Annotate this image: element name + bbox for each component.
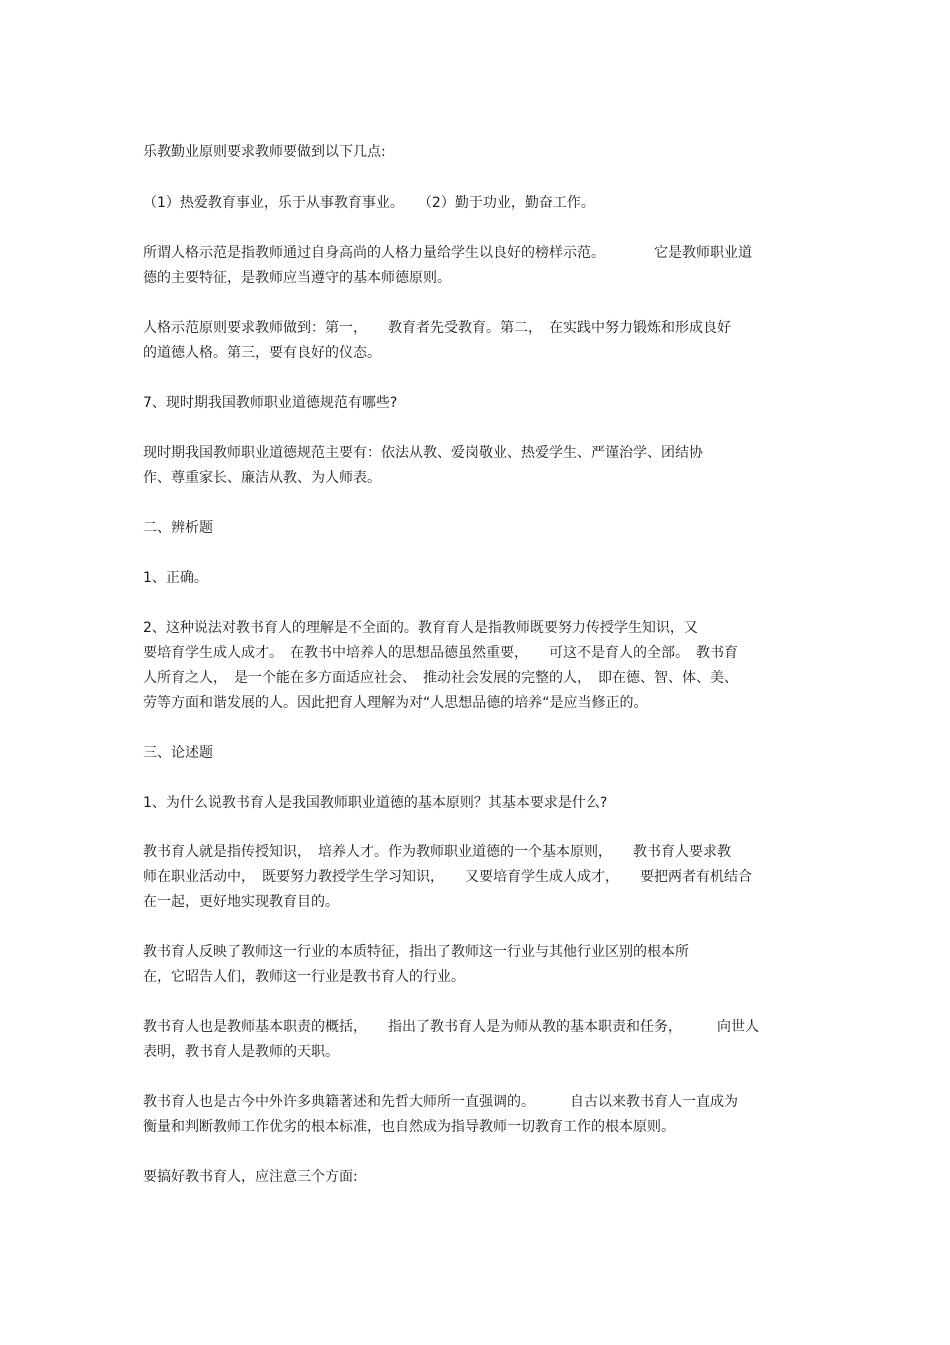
text-line: 1、正确。: [143, 570, 208, 586]
text-line: 三、论述题: [143, 745, 213, 761]
text-line: 2、这种说法对教书育人的理解是不全面的。教育育人是指教师既要努力传授学生知识，又: [143, 620, 698, 636]
text-line: 劳等方面和谐发展的人。因此把育人理解为对“人思想品德的培养“是应当修正的。: [143, 695, 648, 711]
text-line: 作、尊重家长、廉洁从教、为人师表。: [143, 470, 381, 486]
text-line: 教书育人就是指传授知识， 培养人才。作为教师职业道德的一个基本原则， 教书育人要求教: [143, 844, 731, 860]
text-line: 德的主要特征，是教师应当遵守的基本师德原则。: [143, 270, 451, 286]
text-line: 在一起，更好地实现教育目的。: [143, 894, 339, 910]
text-line: 衡量和判断教师工作优劣的根本标准，也自然成为指导教师一切教育工作的根本原则。: [143, 1119, 675, 1135]
text-line: 教书育人也是古今中外许多典籍著述和先哲大师所一直强调的。 自古以来教书育人一直成为: [143, 1094, 738, 1110]
text-line: 要搞好教书育人，应注意三个方面:: [143, 1169, 358, 1185]
text-line: 的道德人格。第三，要有良好的仪态。: [143, 345, 381, 361]
text-line: 二、辨析题: [143, 520, 213, 536]
text-line: 7、现时期我国教师职业道德规范有哪些?: [143, 395, 398, 411]
text-line: 要培育学生成人成才。 在教书中培养人的思想品德虽然重要， 可这不是育人的全部。 教书育: [143, 645, 738, 661]
text-line: 在，它昭告人们，教师这一行业是教书育人的行业。: [143, 969, 465, 985]
text-line: 所谓人格示范是指教师通过自身高尚的人格力量给学生以良好的榜样示范。 它是教师职业道: [143, 245, 752, 261]
text-line: 教书育人反映了教师这一行业的本质特征，指出了教师这一行业与其他行业区别的根本所: [143, 944, 689, 960]
text-line: 师在职业活动中， 既要努力教授学生学习知识， 又要培育学生成人成才， 要把两者有机结合: [143, 869, 752, 885]
text-line: 人所育之人， 是一个能在多方面适应社会、 推动社会发展的完整的人， 即在德、智、体、美、: [143, 670, 738, 686]
text-line: （1）热爱教育事业，乐于从事教育事业。 （2）勤于功业，勤奋工作。: [143, 195, 595, 211]
text-line: 现时期我国教师职业道德规范主要有：依法从教、爱岗敬业、热爱学生、严谨治学、团结协: [143, 445, 703, 461]
text-line: 教书育人也是教师基本职责的概括， 指出了教书育人是为师从教的基本职责和任务， 向世人: [143, 1019, 759, 1035]
text-line: 人格示范原则要求教师做到：第一， 教育者先受教育。第二， 在实践中努力锻炼和形成良好: [143, 320, 731, 336]
text-line: 表明，教书育人是教师的天职。: [143, 1044, 339, 1060]
text-line: 1、为什么说教书育人是我国教师职业道德的基本原则？其基本要求是什么?: [143, 795, 608, 811]
text-line: 乐教勤业原则要求教师要做到以下几点:: [143, 144, 386, 160]
